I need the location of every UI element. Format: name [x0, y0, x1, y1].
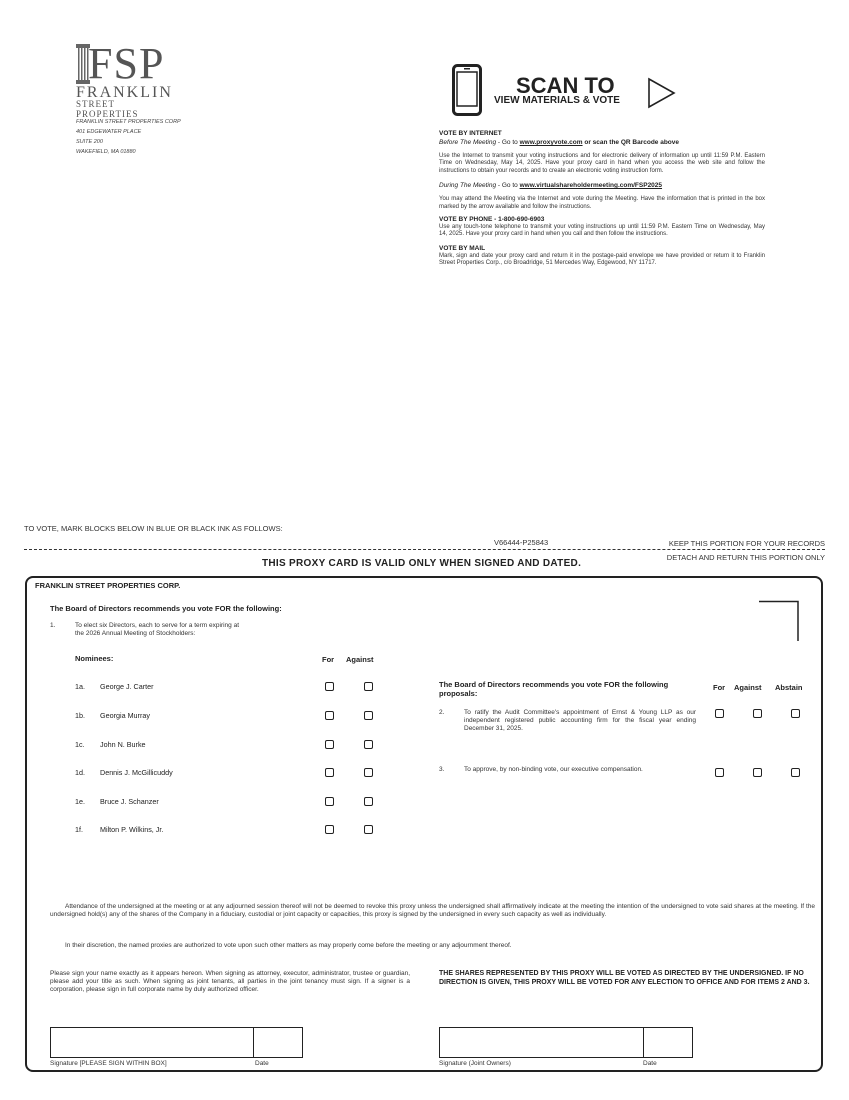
scan-subtitle: VIEW MATERIALS & VOTE	[494, 95, 620, 106]
before-meeting-suffix: or scan the QR Barcode above	[582, 139, 679, 146]
address-line: SUITE 200	[76, 139, 103, 145]
proposals-against-header: Against	[734, 683, 762, 692]
valid-notice: THIS PROXY CARD IS VALID ONLY WHEN SIGNED AND DATED.	[262, 558, 582, 569]
scan-title: SCAN TO	[516, 73, 615, 98]
proposal2-abstain-checkbox[interactable]	[791, 709, 800, 718]
signature-box[interactable]	[50, 1027, 254, 1058]
voting-instructions	[439, 130, 765, 268]
play-arrow-icon	[647, 77, 677, 109]
nominees-against-header: Against	[346, 655, 374, 664]
nominees-for-header: For	[322, 655, 335, 664]
nominees-label: Nominees:	[75, 654, 114, 663]
address-line: WAKEFIELD, MA 01880	[76, 149, 136, 155]
nominee-row	[75, 797, 395, 809]
proposal-number: 2.	[439, 709, 445, 716]
vote-internet-heading: VOTE BY INTERNET	[439, 130, 502, 137]
proposal-text: To approve, by non-binding vote, our executive compensation.	[464, 766, 643, 773]
proposal3-for-checkbox[interactable]	[715, 768, 724, 777]
discretion-paragraph: In their discretion, the named proxies are authorized to vote upon such other matters as may properly come before the meeting or any adjournment thereof.	[65, 942, 512, 949]
proposals-abstain-header: Abstain	[775, 683, 803, 692]
nominee-id: 1b.	[75, 711, 85, 720]
keep-portion-label: KEEP THIS PORTION FOR YOUR RECORDS	[668, 539, 825, 548]
nominee-against-checkbox[interactable]	[364, 711, 373, 720]
nominee-name: Bruce J. Schanzer	[100, 797, 159, 806]
address-line: FRANKLIN STREET PROPERTIES CORP	[76, 119, 181, 125]
nominee-id: 1c.	[75, 740, 85, 749]
logo-name: FRANKLIN	[76, 84, 173, 101]
nominee-for-checkbox[interactable]	[325, 711, 334, 720]
company-logo	[76, 39, 176, 119]
nominee-for-checkbox[interactable]	[325, 682, 334, 691]
proposal2-against-checkbox[interactable]	[753, 709, 762, 718]
ink-instructions: TO VOTE, MARK BLOCKS BELOW IN BLUE OR BLACK INK AS FOLLOWS:	[24, 524, 283, 533]
vote-phone-paragraph: Use any touch-tone telephone to transmit your voting instructions up until 11:59 P.M. Eastern Time on Wednesday, May 14, 2025. Have your proxy card in hand when you call and then follow the instructions.	[439, 224, 765, 238]
company-address	[76, 117, 236, 157]
vote-mail-paragraph: Mark, sign and date your proxy card and return it in the postage-paid envelope we have provided or return it to Franklin Street Properties Corp., c/o Broadridge, 51 Mercedes Way, Edgewood, NY 11717.	[439, 252, 765, 267]
proposals-for-header: For	[713, 683, 726, 692]
during-meeting-goto: - Go to	[496, 182, 520, 190]
joint-signature-label: Signature (Joint Owners)	[439, 1060, 511, 1067]
proposal3-abstain-checkbox[interactable]	[791, 768, 800, 777]
nominee-name: Georgia Murray	[100, 711, 150, 720]
nominee-id: 1f.	[75, 825, 83, 834]
nominee-against-checkbox[interactable]	[364, 768, 373, 777]
nominee-row	[75, 711, 395, 723]
detach-portion-label: DETACH AND RETURN THIS PORTION ONLY	[666, 553, 825, 562]
proposal-number: 3.	[439, 766, 445, 773]
during-meeting-label: During The Meeting	[439, 182, 497, 190]
nominee-row	[75, 768, 395, 780]
virtual-meeting-link[interactable]: www.virtualshareholdermeeting.com/FSP2025	[519, 182, 663, 190]
nominee-against-checkbox[interactable]	[364, 825, 373, 834]
signature-date-label: Date	[255, 1060, 269, 1067]
vote-during-meeting	[439, 181, 765, 190]
nominee-name: John N. Burke	[100, 740, 146, 749]
nominee-row	[75, 825, 395, 837]
nominee-name: Dennis J. McGillicuddy	[100, 768, 173, 777]
nominee-row	[75, 682, 395, 694]
nominee-id: 1e.	[75, 797, 85, 806]
nominee-for-checkbox[interactable]	[325, 825, 334, 834]
card-company-name: FRANKLIN STREET PROPERTIES CORP.	[35, 581, 181, 590]
nominee-id: 1a.	[75, 682, 85, 691]
vote-internet-paragraph: Use the Internet to transmit your voting instructions and for electronic delivery of information up until 11:59 P.M. Eastern Time on Wednesday, May 14, 2025. Have your proxy card in hand when you access the web site and follow the instructions to obtain your records and to create an electronic voting instruction form.	[439, 153, 765, 174]
item1-text-line2: the 2026 Annual Meeting of Stockholders:	[75, 630, 196, 637]
vote-phone-heading: VOTE BY PHONE - 1-800-690-6903	[439, 216, 545, 224]
joint-signature-box[interactable]	[439, 1027, 644, 1058]
before-meeting-label: Before The Meeting	[439, 139, 497, 146]
item1-text-line1: To elect six Directors, each to serve for a term expiring at	[75, 622, 240, 629]
nominee-for-checkbox[interactable]	[325, 768, 334, 777]
phone-icon	[452, 64, 482, 116]
signature-label: Signature [PLEASE SIGN WITHIN BOX]	[50, 1060, 167, 1067]
nominee-for-checkbox[interactable]	[325, 740, 334, 749]
joint-signature-date-label: Date	[643, 1060, 657, 1067]
logo-letters: FSP	[88, 39, 165, 88]
corner-mark-icon	[758, 600, 800, 642]
shares-notice: THE SHARES REPRESENTED BY THIS PROXY WILL BE VOTED AS DIRECTED BY THE UNDERSIGNED. IF NO DIRECTION IS GIVEN, THIS PROXY WILL BE VOTED FOR ANY ELECTION TO OFFICE AND FOR ITEMS 2 AND 3.	[439, 970, 810, 986]
proposal-text: To ratify the Audit Committee's appointment of Ernst & Young LLP as our independent registered public accounting firm for the fiscal year ending December 31, 2025.	[464, 709, 696, 732]
nominee-id: 1d.	[75, 768, 85, 777]
vote-mail-heading: VOTE BY MAIL	[439, 244, 486, 252]
attendance-paragraph: Attendance of the undersigned at the meeting or at any adjourned session thereof will not be deemed to revoke this proxy unless the undersigned shall affirmatively indicate at the meeting the intention of the undersigned to vote said shares at the meeting. If the undersigned hold(s) any of the shares of the Company in a fiduciary, custodial or joint capacity or capacities, this proxy is signed by the undersigned in every such capacity as well as individually.	[50, 903, 815, 918]
detach-line	[24, 549, 825, 550]
address-line: 401 EDGEWATER PLACE	[76, 129, 142, 135]
board-recommendation-proposals: The Board of Directors recommends you vote FOR the following proposals:	[439, 680, 669, 698]
item1-number: 1.	[50, 622, 56, 629]
nominee-for-checkbox[interactable]	[325, 797, 334, 806]
proposal3-against-checkbox[interactable]	[753, 768, 762, 777]
vote-before-meeting	[439, 138, 765, 147]
nominee-against-checkbox[interactable]	[364, 682, 373, 691]
proxyvote-link[interactable]: www.proxyvote.com	[519, 139, 583, 146]
signature-date-box[interactable]	[253, 1027, 303, 1058]
nominee-against-checkbox[interactable]	[364, 797, 373, 806]
sign-instructions: Please sign your name exactly as it appears hereon. When signing as attorney, executor, administrator, trustee or guardian, please add your title as such. When signing as joint tenants, all parties in the joint tenancy must sign. If a signer is a corporation, please sign in full corporate name by duly authorized officer.	[50, 970, 410, 993]
before-meeting-goto: - Go to	[496, 139, 520, 146]
logo-subname: STREET PROPERTIES	[76, 99, 139, 119]
control-code: V66444-P25843	[494, 538, 549, 547]
board-recommendation-directors: The Board of Directors recommends you vote FOR the following:	[50, 604, 282, 613]
nominee-against-checkbox[interactable]	[364, 740, 373, 749]
vote-during-paragraph: You may attend the Meeting via the Internet and vote during the Meeting. Have the information that is printed in the box marked by the arrow available and follow the instructions.	[439, 196, 765, 210]
nominee-row	[75, 740, 395, 752]
nominee-name: Milton P. Wilkins, Jr.	[100, 825, 164, 834]
joint-signature-date-box[interactable]	[643, 1027, 693, 1058]
proxy-card	[25, 576, 823, 1072]
nominee-name: George J. Carter	[100, 682, 154, 691]
proposal2-for-checkbox[interactable]	[715, 709, 724, 718]
